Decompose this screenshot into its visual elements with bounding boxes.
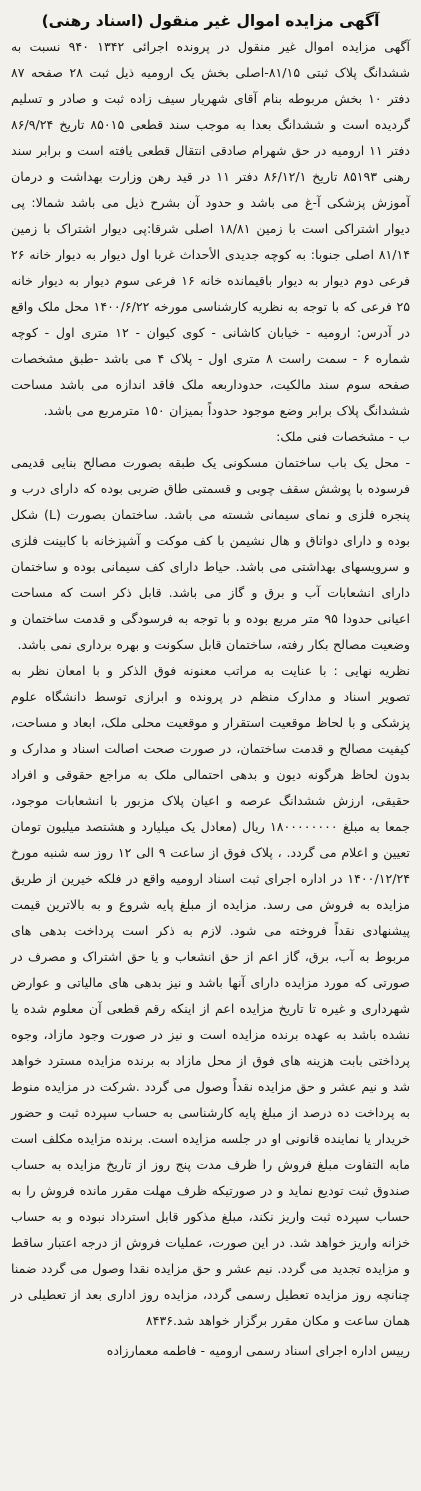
notice-paragraph-final-opinion: نظریه نهایی : با عنایت به مراتب معنونه فوق الذکر و با امعان نظر به تصویر اسناد و مدارک منظم در پرونده و ابرازی توسط دانشگاه علوم پزشکی و با لحاظ موقعیت استقرار و موقعیت محلی ملک، ابعاد و مساحت، کیفیت مصالح و قدمت ساختمان، در صورت صحت اصالت اسناد و مدارک و بدون لحاظ هرگونه دیون و بدهی احتمالی ملک به مراجع حقوقی و افراد حقیقی، ارزش ششدانگ عرصه و اعیان پلاک مزبور با انشعابات موجود، جمعا به مبلغ ۱۸۰۰۰۰۰۰۰۰ ریال (معادل یک میلیارد و هشتصد میلیون تومان تعیین و اعلام می گردد. ، پلاک فوق از ساعت ۹ الی ۱۲ روز سه شنبه مورخ ۱۴۰۰/۱۲/۲۴ در اداره اجرای ثبت اسناد ارومیه واقع در فلکه خیرین از طریق مزایده به فروش می رسد. مزایده از مبلغ پایه شروع و به بالاترین قیمت پیشنهادی نقداً فروخته می شود. لازم به ذکر است پرداخت بدهی های مربوط به آب، برق، گاز اعم از حق انشعاب و یا حق اشتراک و مصرف در صورتی که مورد مزایده دارای آنها باشد و نیز بدهی های مالیاتی و عوارض شهرداری و غیره تا تاریخ مزایده اعم از اینکه رقم قطعی آن معلوم شده یا نشده باشد به عهده برنده مزایده است و نیز در صورت وجود مازاد، وجوه پرداختی بابت هزینه های فوق از محل مازاد به برنده مزایده مسترد خواهد شد و نیم عشر و حق مزایده نقداً وصول می گردد .شرکت در مزایده منوط به پرداخت ده درصد از مبلغ پایه کارشناسی به حساب سپرده ثبت و حضور خریدار یا نماینده قانونی او در جلسه مزایده است. برنده مزایده مکلف است مابه التفاوت مبلغ فروش را ظرف مدت پنج روز از تاریخ مزایده به حساب صندوق ثبت تودیع نماید و در صورتیکه ظرف مهلت مقرر مانده فروش را به حساب سپرده ثبت واریز نکند، مبلغ مذکور قابل استرداد نبوده و به حساب خزانه واریز خواهد شد. در این صورت، عملیات فروش از درجه اعتبار ساقط و مزایده تجدید می گردد. نیم عشر و حق مزایده نقدا وصول می گردد ضمنا چنانچه روز مزایده تعطیل رسمی گردد، مزایده روز اداری بعد از تعطیلی در همان ساعت و مکان مقرر برگزار خواهد شد.۸۴۳۶	[11, 663, 411, 1328]
notice-signature: رییس اداره اجرای اسناد رسمی ارومیه - فاطمه معمارزاده	[106, 1343, 410, 1358]
notice-paragraph-building: - محل یک باب ساختمان مسکونی یک طبقه بصورت مصالح بنایی قدیمی فرسوده با پوشش سقف چوبی و قسمتی طاق ضربی بوده که دارای درب و پنجره فلزی و نمای سیمانی شسته می باشد. ساختمان بصورت (L) شکل بوده و دارای دواتاق و هال نشیمن با کف موکت و آشپزخانه با کابینت فلزی و سرویسهای بهداشتی می باشد. حیاط دارای کف سیمانی بوده و ساختمان دارای انشعابات آب و برق و گاز می باشد. قابل ذکر است که مساحت اعیانی حدودا ۹۵ متر مربع بوده و با توجه به فرسودگی و قدمت ساختمان و وضعیت مصالح بکار رفته، ساختمان قابل سکونت و بهره برداری نمی باشد.	[11, 455, 410, 652]
notice-heading-technical-specs: ب - مشخصات فنی ملک:	[276, 429, 410, 444]
notice-title: آگهی مزایده اموال غیر منقول (اسناد رهنی)	[41, 12, 380, 30]
notice-paragraph-property: آگهی مزایده اموال غیر منقول در پرونده اجرائی ۱۳۴۲ ۹۴۰ نسبت به ششدانگ پلاک ثبتی ۸۱/۱۵-اصلی بخش یک ارومیه ذیل ثبت ۲۸ صفحه ۸۷ دفتر ۱۰ بخش مربوطه بنام آقای شهریار سیف زاده ثبت و صادر و تسلیم گردیده است و ششدانگ بعدا به موجب سند قطعی ۸۵۰۱۵ تاریخ ۸۶/۹/۲۴ دفتر ۱۱ ارومیه در حق شهرام صادقی انتقال قطعی یافته است و برابر سند رهنی ۸۵۱۹۳ تاریخ ۸۶/۱۲/۱ دفتر ۱۱ در قید رهن وزارت بهداشت و درمان آموزش پزشکی آ-غ می باشد و حدود آن بشرح ذیل می باشد شمالا: پی دیوار اشتراکی است با زمین ۱۸/۸۱ اصلی شرقا:پی دیوار اشتراک با زمین ۸۱/۱۴ اصلی جنوبا: به کوچه جدیدی الأحداث غربا اول دیوار به دیوار خانه ۲۶ فرعی دوم دیوار به دیوار باقیمانده خانه ۱۶ فرعی سوم دیوار به دیوار خانه ۲۵ فرعی که با توجه به نظریه کارشناسی مورخه ۱۴۰۰/۶/۲۲ محل ملک واقع در آدرس: ارومیه - خیابان کاشانی - کوی کیوان - ۱۲ متری اول - کوچه شماره ۶ - سمت راست ۸ متری اول - پلاک ۴ می باشد -طبق مشخصات صفحه سوم سند مالکیت، حدوداربعه ملک فاقد اندازه می باشد مساحت ششدانگ پلاک برابر وضع موجود حدوداً بمیزان ۱۵۰ مترمربع می باشد.	[11, 39, 411, 418]
